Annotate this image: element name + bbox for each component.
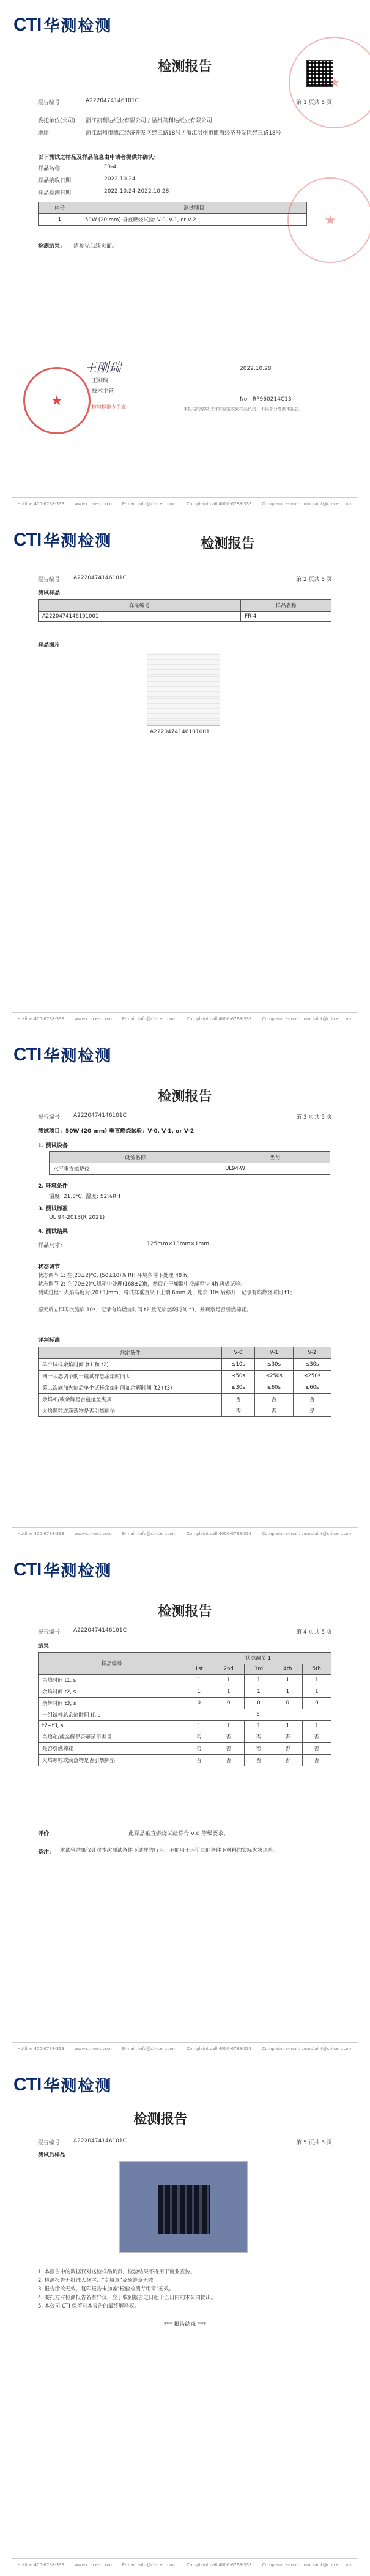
table-cell: 0	[302, 1698, 331, 1709]
report-no: A2220474146101C	[73, 1112, 127, 1119]
footer	[0, 502, 370, 506]
table-cell: 余焰时间 t1, s	[39, 1675, 185, 1686]
section-standard: 3. 测试标准	[38, 1206, 68, 1212]
conclusion: 请参见后续页面。	[73, 243, 118, 250]
table-cell: 1	[185, 1721, 213, 1731]
table-cell: 否	[213, 1755, 244, 1766]
table-cell: 1	[185, 1675, 213, 1686]
cti-logo	[13, 1558, 112, 1581]
table-cell: 否	[273, 1731, 302, 1743]
signer-name: 王刚瑞	[92, 378, 109, 384]
client-name: 浙江凯利达纸业有限公司 / 温州凯利达纸业有限公司	[86, 118, 212, 124]
footer-complaint: Complaint call 4000-6788-333	[187, 502, 252, 506]
table-cell: 50W (20 mm) 垂直燃烧试验: V-0, V-1, or V-2	[81, 214, 307, 226]
footer-web[interactable]: www.cti-cert.com	[75, 2563, 112, 2567]
client-label: 委托单位(公司)	[38, 118, 76, 124]
table-cell: 水平垂直燃烧仪	[50, 1163, 221, 1175]
note-line: 5. 本公司 CTI 保留对本报告的最终解释权。	[38, 2303, 139, 2309]
footer-email[interactable]: E-mail: info@cti-cert.com	[122, 1531, 177, 1536]
logo-cn: 华测检测	[43, 532, 113, 550]
sample-table	[38, 599, 331, 622]
after-test-photo	[119, 2161, 248, 2253]
report-no-label: 报告编号	[38, 1114, 61, 1120]
table-header: 1st	[185, 1664, 213, 1675]
page-title: 检测报告	[158, 59, 212, 75]
table-row	[39, 1382, 331, 1394]
page-title: 检测报告	[133, 2112, 188, 2127]
table-cell: 否	[185, 1731, 213, 1743]
table-cell: 1	[213, 1721, 244, 1731]
report-page-4	[0, 1545, 370, 2060]
footer-hotline: Hotline 400-6788-333	[17, 502, 65, 506]
table-cell: 否	[273, 1755, 302, 1766]
logo-cn: 华测检测	[43, 17, 113, 35]
footer-complaint-mail[interactable]: Complaint e-mail: complaint@cti-cert.com	[262, 502, 353, 506]
footer-complaint-mail[interactable]: Complaint e-mail: complaint@cti-cert.com	[262, 1531, 353, 1536]
table-cell: UL94-W	[221, 1163, 330, 1175]
report-page-2	[0, 515, 370, 1030]
table-row	[50, 1163, 330, 1175]
section-results: 4. 测试结果	[38, 1229, 68, 1235]
table-cell: 1	[273, 1675, 302, 1686]
table-cell: 1	[244, 1721, 273, 1731]
test-items-table	[38, 202, 307, 226]
stamp-star-icon: ★	[328, 75, 341, 91]
table-header: 样品名称	[241, 600, 331, 612]
table-cell: 否	[273, 1743, 302, 1755]
results-table	[38, 1652, 331, 1766]
footer-divider	[12, 2042, 358, 2043]
remark: 本试验结果仅针对本次测试条件下试样的行为，不能用于评价其他条件下材料的实际火灾风险。	[60, 1848, 279, 1854]
footer-web[interactable]: www.cti-cert.com	[75, 1531, 112, 1536]
table-cell: 1	[244, 1675, 273, 1686]
evaluation-label: 评价	[38, 1831, 50, 1837]
table-cell: 一组试样总余焰时间 tf, s	[39, 1709, 185, 1721]
page-number: 第 4 页共 5 页	[296, 1629, 332, 1635]
table-cell: 0	[244, 1698, 273, 1709]
page-title: 检测报告	[158, 1089, 212, 1105]
end-of-report: *** 报告结束 ***	[164, 2322, 206, 2328]
conclusion-label: 检测结果：	[38, 243, 66, 250]
remark-label: 备注：	[38, 1849, 55, 1856]
table-header: 3rd	[244, 1664, 273, 1675]
report-date: 2022.10.28	[240, 366, 272, 372]
standard: UL 94-2013(R 2021)	[49, 1215, 105, 1221]
logo-latin: CTI	[13, 1559, 42, 1580]
conditioning-line: 测试过程：火焰高度为(20±1)mm，将试样垂直夹于上端 6mm 处，施焰 10s 后移开，记录有焰燃烧时间 t1；	[38, 1290, 295, 1296]
logo-cn: 华测检测	[43, 1047, 113, 1065]
judgement-table	[38, 1347, 331, 1417]
footer	[0, 2563, 370, 2567]
table-cell: ≤60s	[293, 1382, 331, 1394]
table-header: 测试项目	[81, 202, 307, 214]
conditioning-line: 状态调节 1: 在(23±2)℃, (50±10)% RH 环境条件下处理 48 h。	[38, 1273, 192, 1279]
table-cell: A2220474146101001	[39, 612, 241, 622]
table-cell: 否	[302, 1731, 331, 1743]
received-label: 样品接收日期	[38, 178, 72, 184]
table-cell: 0	[273, 1698, 302, 1709]
footer	[0, 1531, 370, 1536]
footer-email[interactable]: E-mail: info@cti-cert.com	[122, 2046, 177, 2051]
footer-divider	[12, 1012, 358, 1013]
footer-complaint-mail[interactable]: Complaint e-mail: complaint@cti-cert.com	[262, 2046, 353, 2051]
note-line: 3. 报告涂改无效，复印报告未加盖"检验检测专用章"无效。	[38, 2286, 174, 2292]
footer-complaint: Complaint call 4000-6788-333	[187, 2563, 252, 2567]
table-header: 型号	[221, 1152, 330, 1163]
section-title: 结果	[38, 1643, 50, 1649]
footer-web[interactable]: www.cti-cert.com	[75, 1016, 112, 1021]
logo-latin: CTI	[13, 2074, 42, 2095]
test-period: 2022.10.24-2022.10.28	[104, 188, 169, 194]
official-stamp	[23, 367, 91, 434]
page-number: 第 5 页共 5 页	[296, 2140, 332, 2146]
table-cell: 否	[185, 1755, 213, 1766]
sample-name: FR-4	[104, 164, 117, 170]
table-cell: 否	[302, 1755, 331, 1766]
table-cell: 余焰时间 t2, s	[39, 1686, 185, 1698]
signer-title: 技术主管	[92, 388, 114, 394]
cert-no: No.: RP960214C13	[240, 396, 292, 402]
report-no-label: 报告编号	[38, 100, 61, 106]
page-title: 检测报告	[201, 536, 255, 552]
report-no-label: 报告编号	[38, 577, 61, 583]
signature: 王刚瑞	[84, 360, 121, 375]
table-cell: 否	[255, 1394, 293, 1405]
photo-caption: A2220474146101001	[150, 729, 210, 735]
table-cell: 否	[213, 1731, 244, 1743]
table-cell: ≤30s	[255, 1359, 293, 1371]
table-cell: 否	[244, 1743, 273, 1755]
equipment-table	[49, 1151, 330, 1175]
section-title: 测试后样品	[38, 2152, 66, 2158]
section-env: 2. 环境条件	[38, 1183, 68, 1190]
table-cell: 1	[302, 1721, 331, 1731]
cti-logo	[13, 1043, 112, 1066]
footer-complaint-mail[interactable]: Complaint e-mail: complaint@cti-cert.com	[262, 1016, 353, 1021]
stamp-star-icon: ★	[324, 212, 336, 228]
table-cell: 1	[244, 1686, 273, 1698]
cti-logo	[13, 2073, 112, 2096]
page-number: 第 2 页共 5 页	[296, 577, 332, 583]
table-cell: 余焰和/或余辉是否蔓延至夹具	[39, 1731, 185, 1743]
table-cell: 同一状态调节的一组试样总余焰时间 tf	[39, 1371, 222, 1382]
table-header: 2nd	[213, 1664, 244, 1675]
report-no: A2220474146101C	[73, 2138, 127, 2144]
address-label: 地址	[38, 130, 50, 136]
table-header: 状态调节 1	[185, 1653, 331, 1664]
table-cell: 否	[293, 1394, 331, 1405]
table-cell: 1	[273, 1686, 302, 1698]
table-header: V-2	[293, 1347, 331, 1359]
report-note: 本报告的结果仅对实验室收到样品负责，不得部分复制本报告。	[183, 407, 303, 412]
table-cell: 1	[302, 1686, 331, 1698]
table-row	[39, 1721, 331, 1731]
table-cell: ≤50s	[222, 1371, 255, 1382]
table-cell: ≤60s	[255, 1382, 293, 1394]
footer	[0, 1016, 370, 1021]
edge-stamp	[287, 177, 370, 263]
note-line: 2. 检测报告无批准人签字、"专用章"及骑缝章无效。	[38, 2278, 159, 2284]
env-conditions: 温度: 21.8℃; 湿度: 52%RH	[49, 1194, 120, 1200]
table-cell: 余焰和/或余辉是否蔓延至夹具	[39, 1394, 222, 1405]
table-header: V-0	[222, 1347, 255, 1359]
table-row	[39, 1731, 331, 1743]
report-no: A2220474146101C	[86, 98, 139, 104]
test-period-label: 样品检测日期	[38, 190, 72, 196]
footer	[0, 2046, 370, 2051]
table-row	[39, 1405, 331, 1417]
table-cell: 火焰颗粒或滴落物是否引燃棉垫	[39, 1405, 222, 1417]
footer-email[interactable]: E-mail: info@cti-cert.com	[122, 502, 177, 506]
note-line: 1. 本报告中的数据仅对送检样品负责，检验结果不得用于商业宣传。	[38, 2269, 196, 2275]
table-cell: t2+t3, s	[39, 1721, 185, 1731]
table-row	[39, 1371, 331, 1382]
footer-web[interactable]: www.cti-cert.com	[75, 502, 112, 506]
table-cell: 第二次施加火焰后单个试样余焰时间加余辉时间 (t2+t3)	[39, 1382, 222, 1394]
table-cell: ≤250s	[293, 1371, 331, 1382]
footer-complaint: Complaint call 4000-6788-333	[187, 1016, 252, 1021]
page-title: 检测报告	[158, 1604, 212, 1619]
table-row	[39, 1394, 331, 1405]
address: 浙江温州市瓯江经济开发区经三路18号 / 浙江温州市瓯海经济开发区经三路18号	[86, 130, 281, 136]
table-cell: 否	[222, 1394, 255, 1405]
table-row	[39, 214, 307, 226]
report-no-label: 报告编号	[38, 2140, 61, 2146]
table-row	[39, 1686, 331, 1698]
footer-web[interactable]: www.cti-cert.com	[75, 2046, 112, 2051]
table-row	[39, 1755, 331, 1766]
table-header: 设备名称	[50, 1152, 221, 1163]
stamp-star-icon: ★	[51, 393, 63, 409]
logo-latin: CTI	[13, 1044, 42, 1065]
table-cell: FR-4	[241, 612, 331, 622]
table-header: 序号	[39, 202, 81, 214]
table-header: 样品编号	[39, 1653, 185, 1675]
footer-hotline: Hotline 400-6788-333	[17, 2563, 65, 2567]
table-cell: 是否引燃棉花	[39, 1743, 185, 1755]
photo-label: 样品图片	[38, 642, 61, 648]
page-number: 第 3 页共 5 页	[296, 1114, 332, 1120]
size: 125mm×13mm×1mm	[147, 1241, 210, 1247]
size-label: 样品尺寸：	[38, 1243, 66, 1249]
table-cell: 否	[222, 1405, 255, 1417]
sample-photo	[147, 653, 220, 726]
conditioning-line: 状态调节 2: 在(70±2)℃烘箱中处理(168±2)h，然后在干燥器中冷却至少 4h 再做试验。	[38, 1281, 246, 1287]
report-no: A2220474146101C	[73, 1627, 127, 1634]
report-no-label: 报告编号	[38, 1629, 61, 1635]
footer-divider	[12, 1527, 358, 1528]
test-title: 测试项目：50W (20 mm) 垂直燃烧试验：V-0, V-1, or V-2	[38, 1128, 194, 1134]
report-page-5	[0, 2060, 370, 2576]
footer-complaint-mail[interactable]: Complaint e-mail: complaint@cti-cert.com	[262, 2563, 353, 2567]
page-number: 第 1 页共 5 页	[296, 100, 332, 106]
table-cell: ≤30s	[222, 1382, 255, 1394]
footer-divider	[12, 2558, 358, 2559]
footer-complaint: Complaint call 4000-6788-333	[187, 1531, 252, 1536]
table-cell: 0	[185, 1698, 213, 1709]
stamp-text: 检验检测专用章	[92, 404, 126, 410]
table-cell: 否	[244, 1731, 273, 1743]
report-page-1	[0, 0, 370, 515]
burned-samples	[158, 2185, 210, 2234]
report-page-3	[0, 1030, 370, 1545]
table-cell: 否	[302, 1743, 331, 1755]
table-cell: ≤250s	[255, 1371, 293, 1382]
table-cell: 否	[244, 1755, 273, 1766]
table-cell: 5	[185, 1709, 331, 1721]
conditioning-line: 熄灭后立即再次施焰 10s，记录有焰燃烧时间 t2 及无焰燃烧时间 t3，并观察是否引燃棉花。	[38, 1307, 252, 1313]
conditioning-title: 状态调节	[38, 1264, 61, 1270]
table-header: V-1	[255, 1347, 293, 1359]
table-cell: ≤30s	[293, 1359, 331, 1371]
report-no: A2220474146101C	[73, 575, 127, 581]
table-cell: 1	[39, 214, 81, 226]
received-date: 2022.10.24	[104, 176, 136, 182]
table-row	[39, 1743, 331, 1755]
footer-hotline: Hotline 400-6788-333	[17, 1531, 65, 1536]
footer-email[interactable]: E-mail: info@cti-cert.com	[122, 1016, 177, 1021]
section-title: 测试样品	[38, 590, 61, 596]
table-header: 4th	[273, 1664, 302, 1675]
table-row	[39, 1709, 331, 1721]
table-cell: 1	[213, 1675, 244, 1686]
table-row	[39, 1359, 331, 1371]
table-cell: 1	[273, 1721, 302, 1731]
table-cell: 1	[185, 1686, 213, 1698]
table-cell: 余辉时间 t3, s	[39, 1698, 185, 1709]
logo-cn: 华测检测	[43, 1562, 113, 1580]
table-header: 样品编号	[39, 600, 241, 612]
note-line: 4. 委托方对检测报告若有异议，应于收到报告之日起十五日内向本公司提出。	[38, 2295, 216, 2301]
table-cell: 是	[293, 1405, 331, 1417]
table-row	[39, 612, 331, 622]
table-header: 判定条件	[39, 1347, 222, 1359]
sample-name-label: 样品名称	[38, 166, 61, 172]
table-cell: 单个试样余焰时间 (t1 和 t2)	[39, 1359, 222, 1371]
footer-email[interactable]: E-mail: info@cti-cert.com	[122, 2563, 177, 2567]
table-header: 5th	[302, 1664, 331, 1675]
table-cell: 0	[213, 1698, 244, 1709]
table-cell: 1	[213, 1686, 244, 1698]
footer-complaint: Complaint call 4000-6788-333	[187, 2046, 252, 2051]
footer-hotline: Hotline 400-6788-333	[17, 1016, 65, 1021]
table-cell: ≤10s	[222, 1359, 255, 1371]
footer-divider	[12, 497, 358, 498]
logo-latin: CTI	[13, 529, 42, 550]
section-equipment: 1. 测试设备	[38, 1143, 68, 1149]
evaluation: 此样品垂直燃烧试验符合 V-0 等级要求。	[128, 1831, 229, 1837]
info-title: 以下测试之样品及样品信息由申请者提供并确认：	[38, 155, 160, 161]
logo-latin: CTI	[13, 14, 42, 35]
judge-title: 评判标准	[38, 1338, 61, 1344]
table-cell: 否	[213, 1743, 244, 1755]
table-cell: 1	[302, 1675, 331, 1686]
table-cell: 否	[185, 1743, 213, 1755]
table-cell: 火焰颗粒或滴落物是否引燃棉垫	[39, 1755, 185, 1766]
table-row	[39, 1698, 331, 1709]
footer-hotline: Hotline 400-6788-333	[17, 2046, 65, 2051]
logo-cn: 华测检测	[43, 2077, 113, 2095]
table-row	[39, 1675, 331, 1686]
table-cell: 否	[255, 1405, 293, 1417]
edge-stamp	[289, 37, 370, 128]
cti-logo	[13, 13, 112, 36]
